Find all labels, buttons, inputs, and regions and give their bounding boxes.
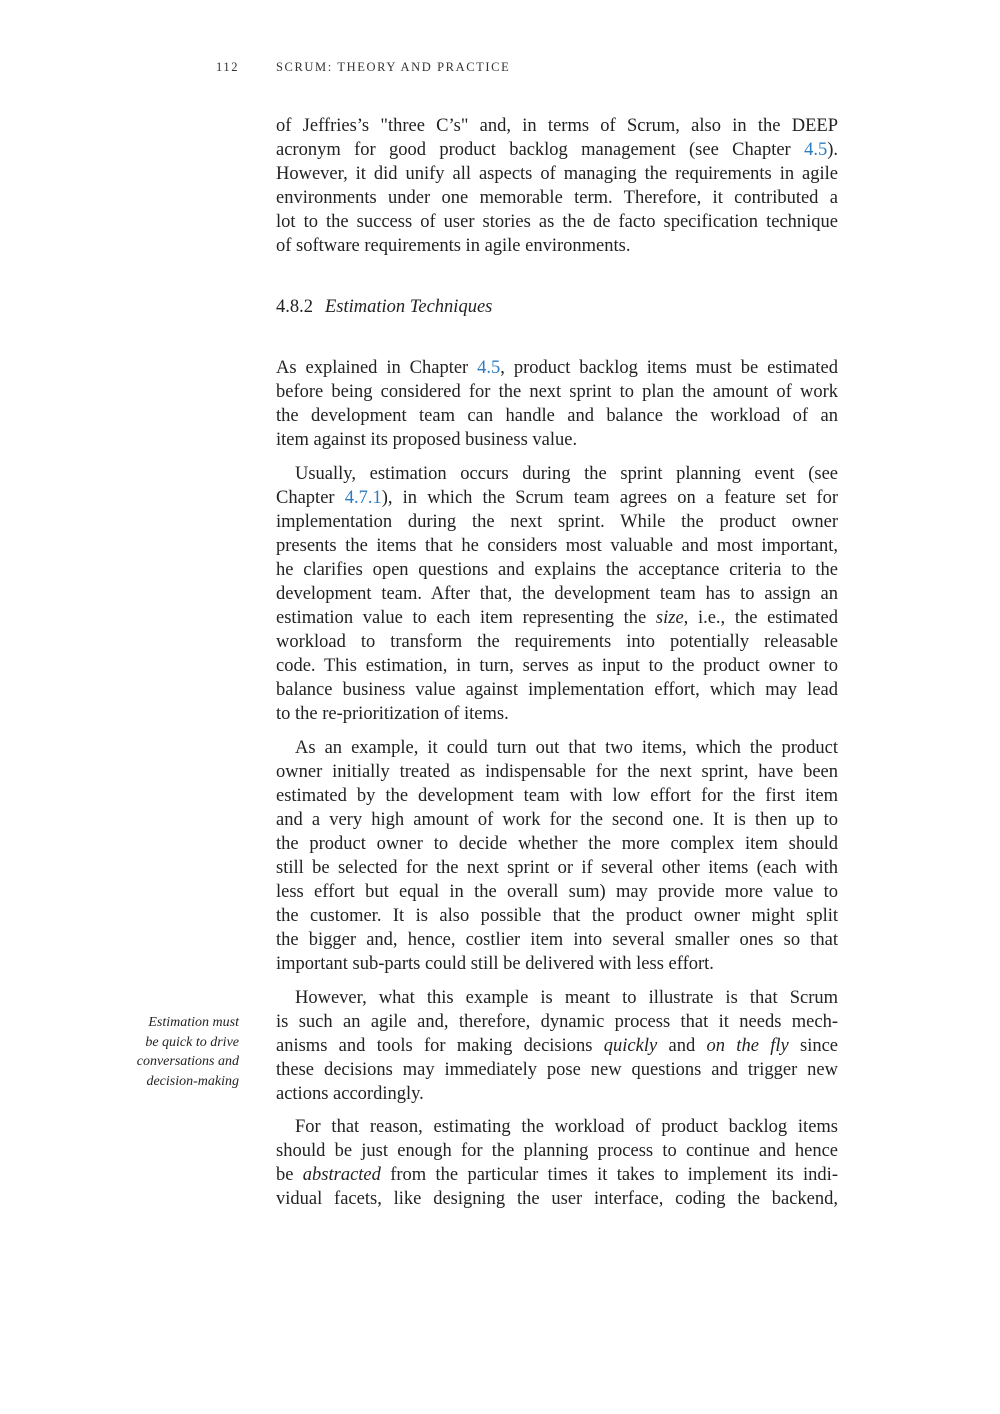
text-run: and bbox=[657, 1036, 707, 1056]
text-line-content bbox=[276, 404, 838, 428]
text-run: less effort but equal in the overall sum) may provide more value to bbox=[276, 882, 838, 902]
text-line bbox=[276, 678, 838, 702]
running-header bbox=[216, 60, 510, 75]
text-line bbox=[276, 1163, 838, 1187]
text-run: ). bbox=[827, 140, 838, 160]
text-run: and a very high amount of work for the second one. It is then up to bbox=[276, 810, 838, 830]
text-line-content bbox=[276, 234, 630, 258]
text-run: presents the items that he considers most valuable and most important, bbox=[276, 536, 838, 556]
margin-note-line: decision-making bbox=[146, 1073, 239, 1089]
text-line-content bbox=[276, 1034, 838, 1058]
text-line-content bbox=[295, 1115, 838, 1139]
text-line-content bbox=[276, 380, 838, 404]
text-line bbox=[276, 428, 838, 452]
text-line-content bbox=[276, 486, 838, 510]
text-line bbox=[276, 380, 838, 404]
page-number: 112 bbox=[216, 60, 240, 74]
text-line bbox=[276, 558, 838, 582]
text-line bbox=[276, 832, 838, 856]
text-line-content bbox=[276, 904, 838, 928]
text-line bbox=[276, 1139, 838, 1163]
text-run: For that reason, estimating the workload of product backlog items bbox=[295, 1117, 838, 1137]
text-line-content bbox=[276, 1058, 838, 1082]
text-run: estimated by the development team with low effort for the first item bbox=[276, 786, 838, 806]
text-run: acronym for good product backlog management (see Chapter bbox=[276, 140, 805, 160]
text-line bbox=[276, 736, 838, 760]
text-run: of software requirements in agile environments. bbox=[276, 236, 631, 256]
running-title: SCRUM: THEORY AND PRACTICE bbox=[276, 60, 511, 74]
text-line-content bbox=[295, 462, 838, 486]
paragraph bbox=[276, 736, 838, 976]
text-run: item against its proposed business value. bbox=[276, 430, 578, 450]
text-run: lot to the success of user stories as the de facto specification technique bbox=[276, 212, 838, 232]
text-run: environments under one memorable term. Therefore, it contributed a bbox=[276, 188, 838, 208]
text-line bbox=[276, 510, 838, 534]
text-line bbox=[276, 784, 838, 808]
text-run: code. This estimation, in turn, serves as input to the product owner to bbox=[276, 656, 838, 676]
text-run: However, what this example is meant to illustrate is that Scrum bbox=[295, 988, 838, 1008]
text-run: before being considered for the next sprint to plan the amount of work bbox=[276, 382, 838, 402]
text-line-content bbox=[276, 162, 838, 186]
margin-note-line: Estimation must bbox=[148, 1015, 239, 1030]
emphasis-text: quickly bbox=[603, 1036, 658, 1056]
text-run: of Jeffries’s "three C’s" and, in terms of Scrum, also in the DEEP bbox=[276, 116, 838, 136]
text-line-content bbox=[276, 186, 838, 210]
text-run: development team. After that, the development team has to assign an bbox=[276, 584, 838, 604]
text-line bbox=[276, 186, 838, 210]
text-run: anisms and tools for making decisions bbox=[276, 1036, 604, 1056]
text-line bbox=[276, 1187, 838, 1211]
text-line bbox=[276, 234, 838, 258]
text-line-content bbox=[276, 534, 838, 558]
text-line-content bbox=[276, 952, 714, 976]
text-line bbox=[276, 138, 838, 162]
text-line-content bbox=[276, 510, 838, 534]
text-line bbox=[276, 986, 838, 1010]
emphasis-text: on the fly bbox=[706, 1036, 789, 1056]
section-heading bbox=[276, 297, 492, 318]
text-line-content bbox=[276, 856, 838, 880]
text-run: Usually, estimation occurs during the sprint planning event (see bbox=[295, 464, 838, 484]
text-line-content bbox=[295, 986, 838, 1010]
chapter-link[interactable]: 4.5 bbox=[477, 358, 501, 378]
text-line-content bbox=[276, 760, 838, 784]
text-line-content bbox=[276, 558, 838, 582]
text-line bbox=[276, 904, 838, 928]
text-run: important sub-parts could still be delivered with less effort. bbox=[276, 954, 714, 974]
paragraph bbox=[276, 356, 838, 452]
text-run: the bigger and, hence, costlier item into several smaller ones so that bbox=[276, 930, 838, 950]
text-run: the development team can handle and balance the workload of an bbox=[276, 406, 838, 426]
text-line bbox=[276, 880, 838, 904]
text-line bbox=[276, 486, 838, 510]
paragraph bbox=[276, 462, 838, 726]
text-line bbox=[276, 1082, 838, 1106]
text-run: estimation value to each item representing the bbox=[276, 608, 656, 628]
text-line bbox=[276, 1034, 838, 1058]
text-run: the product owner to decide whether the more complex item should bbox=[276, 834, 838, 854]
text-line-content bbox=[276, 138, 838, 162]
emphasis-text: abstracted bbox=[302, 1165, 381, 1185]
text-run: , product backlog items must be estimated bbox=[500, 358, 838, 378]
text-run: owner initially treated as indispensable for the next sprint, have been bbox=[276, 762, 838, 782]
text-line-content bbox=[276, 702, 509, 726]
margin-note-line: be quick to drive bbox=[145, 1034, 239, 1050]
text-run: As explained in Chapter bbox=[276, 358, 478, 378]
text-line bbox=[276, 928, 838, 952]
text-line bbox=[276, 114, 838, 138]
text-run: from the particular times it takes to implement its indi- bbox=[380, 1165, 838, 1185]
text-line-content bbox=[276, 1010, 838, 1034]
text-line bbox=[276, 606, 838, 630]
paragraph bbox=[276, 1115, 838, 1211]
chapter-link[interactable]: 4.7.1 bbox=[344, 488, 382, 508]
text-line-content bbox=[295, 736, 838, 760]
text-run: the customer. It is also possible that the product owner might split bbox=[276, 906, 838, 926]
text-line-content bbox=[276, 654, 838, 678]
text-line bbox=[276, 1058, 838, 1082]
text-line bbox=[276, 654, 838, 678]
text-run: actions accordingly. bbox=[276, 1084, 424, 1104]
margin-note bbox=[100, 1013, 239, 1091]
text-line-content bbox=[276, 808, 838, 832]
text-line-content bbox=[276, 428, 577, 452]
text-line-content bbox=[276, 582, 838, 606]
text-line bbox=[276, 630, 838, 654]
text-line-content bbox=[276, 356, 838, 380]
text-line bbox=[276, 856, 838, 880]
text-run: he clarifies open questions and explains the acceptance criteria to the bbox=[276, 560, 838, 580]
text-line-content bbox=[276, 928, 838, 952]
text-line-content bbox=[276, 678, 838, 702]
text-run: However, it did unify all aspects of managing the requirements in agile bbox=[276, 164, 838, 184]
margin-note-line: conversations and bbox=[136, 1054, 239, 1069]
text-line-content bbox=[276, 880, 838, 904]
text-run: workload to transform the requirements into potentially releasable bbox=[276, 632, 838, 652]
text-run: As an example, it could turn out that two items, which the product bbox=[295, 738, 838, 758]
text-line-content bbox=[276, 210, 838, 234]
text-line-content bbox=[276, 1082, 424, 1106]
emphasis-text: size bbox=[655, 608, 684, 628]
text-run: , i.e., the estimated bbox=[683, 608, 838, 628]
text-run: these decisions may immediately pose new questions and trigger new bbox=[276, 1060, 838, 1080]
section-title: Estimation Techniques bbox=[325, 297, 493, 317]
text-run: should be just enough for the planning process to continue and hence bbox=[276, 1141, 838, 1161]
text-line bbox=[276, 1010, 838, 1034]
text-line bbox=[276, 702, 838, 726]
text-line bbox=[276, 534, 838, 558]
text-line-content bbox=[276, 1163, 838, 1187]
text-line bbox=[276, 162, 838, 186]
text-run: still be selected for the next sprint or if several other items (each with bbox=[276, 858, 838, 878]
section-number: 4.8.2 bbox=[276, 297, 313, 317]
text-line-content bbox=[276, 832, 838, 856]
text-line bbox=[276, 462, 838, 486]
text-line bbox=[276, 808, 838, 832]
paragraph bbox=[276, 114, 838, 258]
paragraph bbox=[276, 986, 838, 1106]
chapter-link[interactable]: 4.5 bbox=[804, 140, 828, 160]
text-run: balance business value against implementation effort, which may lead bbox=[276, 680, 838, 700]
text-run: vidual facets, like designing the user interface, coding the backend, bbox=[276, 1189, 838, 1209]
text-line bbox=[276, 356, 838, 380]
text-run: ), in which the Scrum team agrees on a feature set for bbox=[381, 488, 838, 508]
text-line bbox=[276, 1115, 838, 1139]
text-line-content bbox=[276, 784, 838, 808]
text-run: implementation during the next sprint. While the product owner bbox=[276, 512, 838, 532]
text-line bbox=[276, 210, 838, 234]
text-line-content bbox=[276, 1187, 838, 1211]
text-run: is such an agile and, therefore, dynamic process that it needs mech- bbox=[276, 1012, 838, 1032]
text-line-content bbox=[276, 630, 838, 654]
text-line-content bbox=[276, 1139, 838, 1163]
text-run: Chapter bbox=[276, 488, 345, 508]
text-line-content bbox=[276, 606, 838, 630]
text-run: since bbox=[788, 1036, 839, 1056]
text-line bbox=[276, 404, 838, 428]
text-line bbox=[276, 952, 838, 976]
text-run: be bbox=[276, 1165, 303, 1185]
text-run: to the re-prioritization of items. bbox=[276, 704, 509, 724]
text-line-content bbox=[276, 114, 838, 138]
text-line bbox=[276, 582, 838, 606]
text-line bbox=[276, 760, 838, 784]
